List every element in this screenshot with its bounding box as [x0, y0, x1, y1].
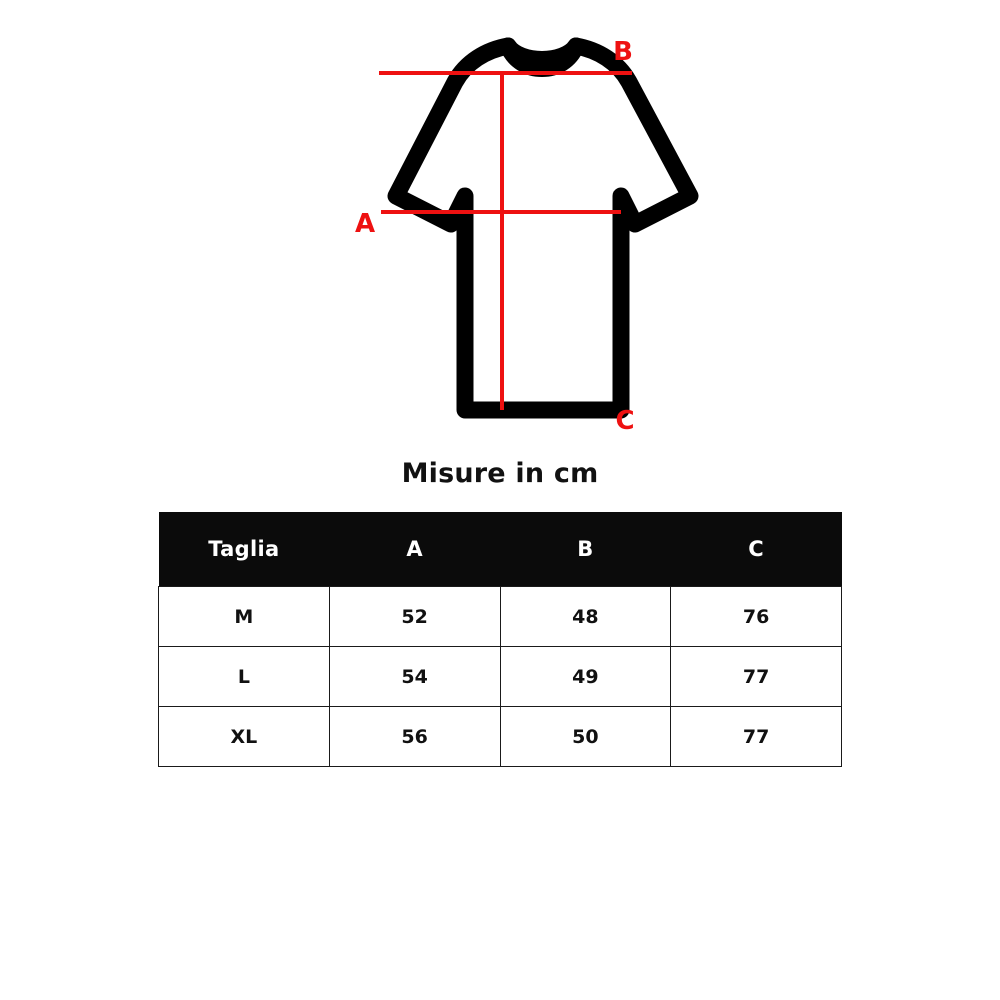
- measure-label-a: A: [354, 209, 376, 239]
- column-header-c: C: [671, 512, 842, 587]
- column-header-a: A: [329, 512, 500, 587]
- tshirt-outline: [396, 46, 690, 410]
- table-row: [159, 647, 842, 707]
- table-row: [159, 707, 842, 767]
- column-header-taglia: Taglia: [159, 512, 330, 587]
- cell-a: 56: [329, 707, 500, 767]
- cell-a: 54: [329, 647, 500, 707]
- measure-label-c: C: [615, 406, 635, 436]
- size-table-wrapper: [158, 512, 842, 767]
- cell-size: XL: [159, 707, 330, 767]
- cell-size: L: [159, 647, 330, 707]
- table-header-row: [159, 512, 842, 587]
- size-table: [158, 512, 842, 767]
- cell-c: 77: [671, 707, 842, 767]
- tshirt-diagram: [280, 10, 720, 450]
- cell-size: M: [159, 587, 330, 647]
- cell-b: 48: [500, 587, 671, 647]
- cell-c: 77: [671, 647, 842, 707]
- cell-a: 52: [329, 587, 500, 647]
- column-header-b: B: [500, 512, 671, 587]
- cell-b: 50: [500, 707, 671, 767]
- table-row: [159, 587, 842, 647]
- caption-measures-in-cm: Misure in cm: [401, 458, 599, 489]
- size-table-head: [159, 512, 842, 587]
- cell-b: 49: [500, 647, 671, 707]
- cell-c: 76: [671, 587, 842, 647]
- measure-label-b: B: [613, 37, 633, 67]
- size-table-body: [159, 587, 842, 767]
